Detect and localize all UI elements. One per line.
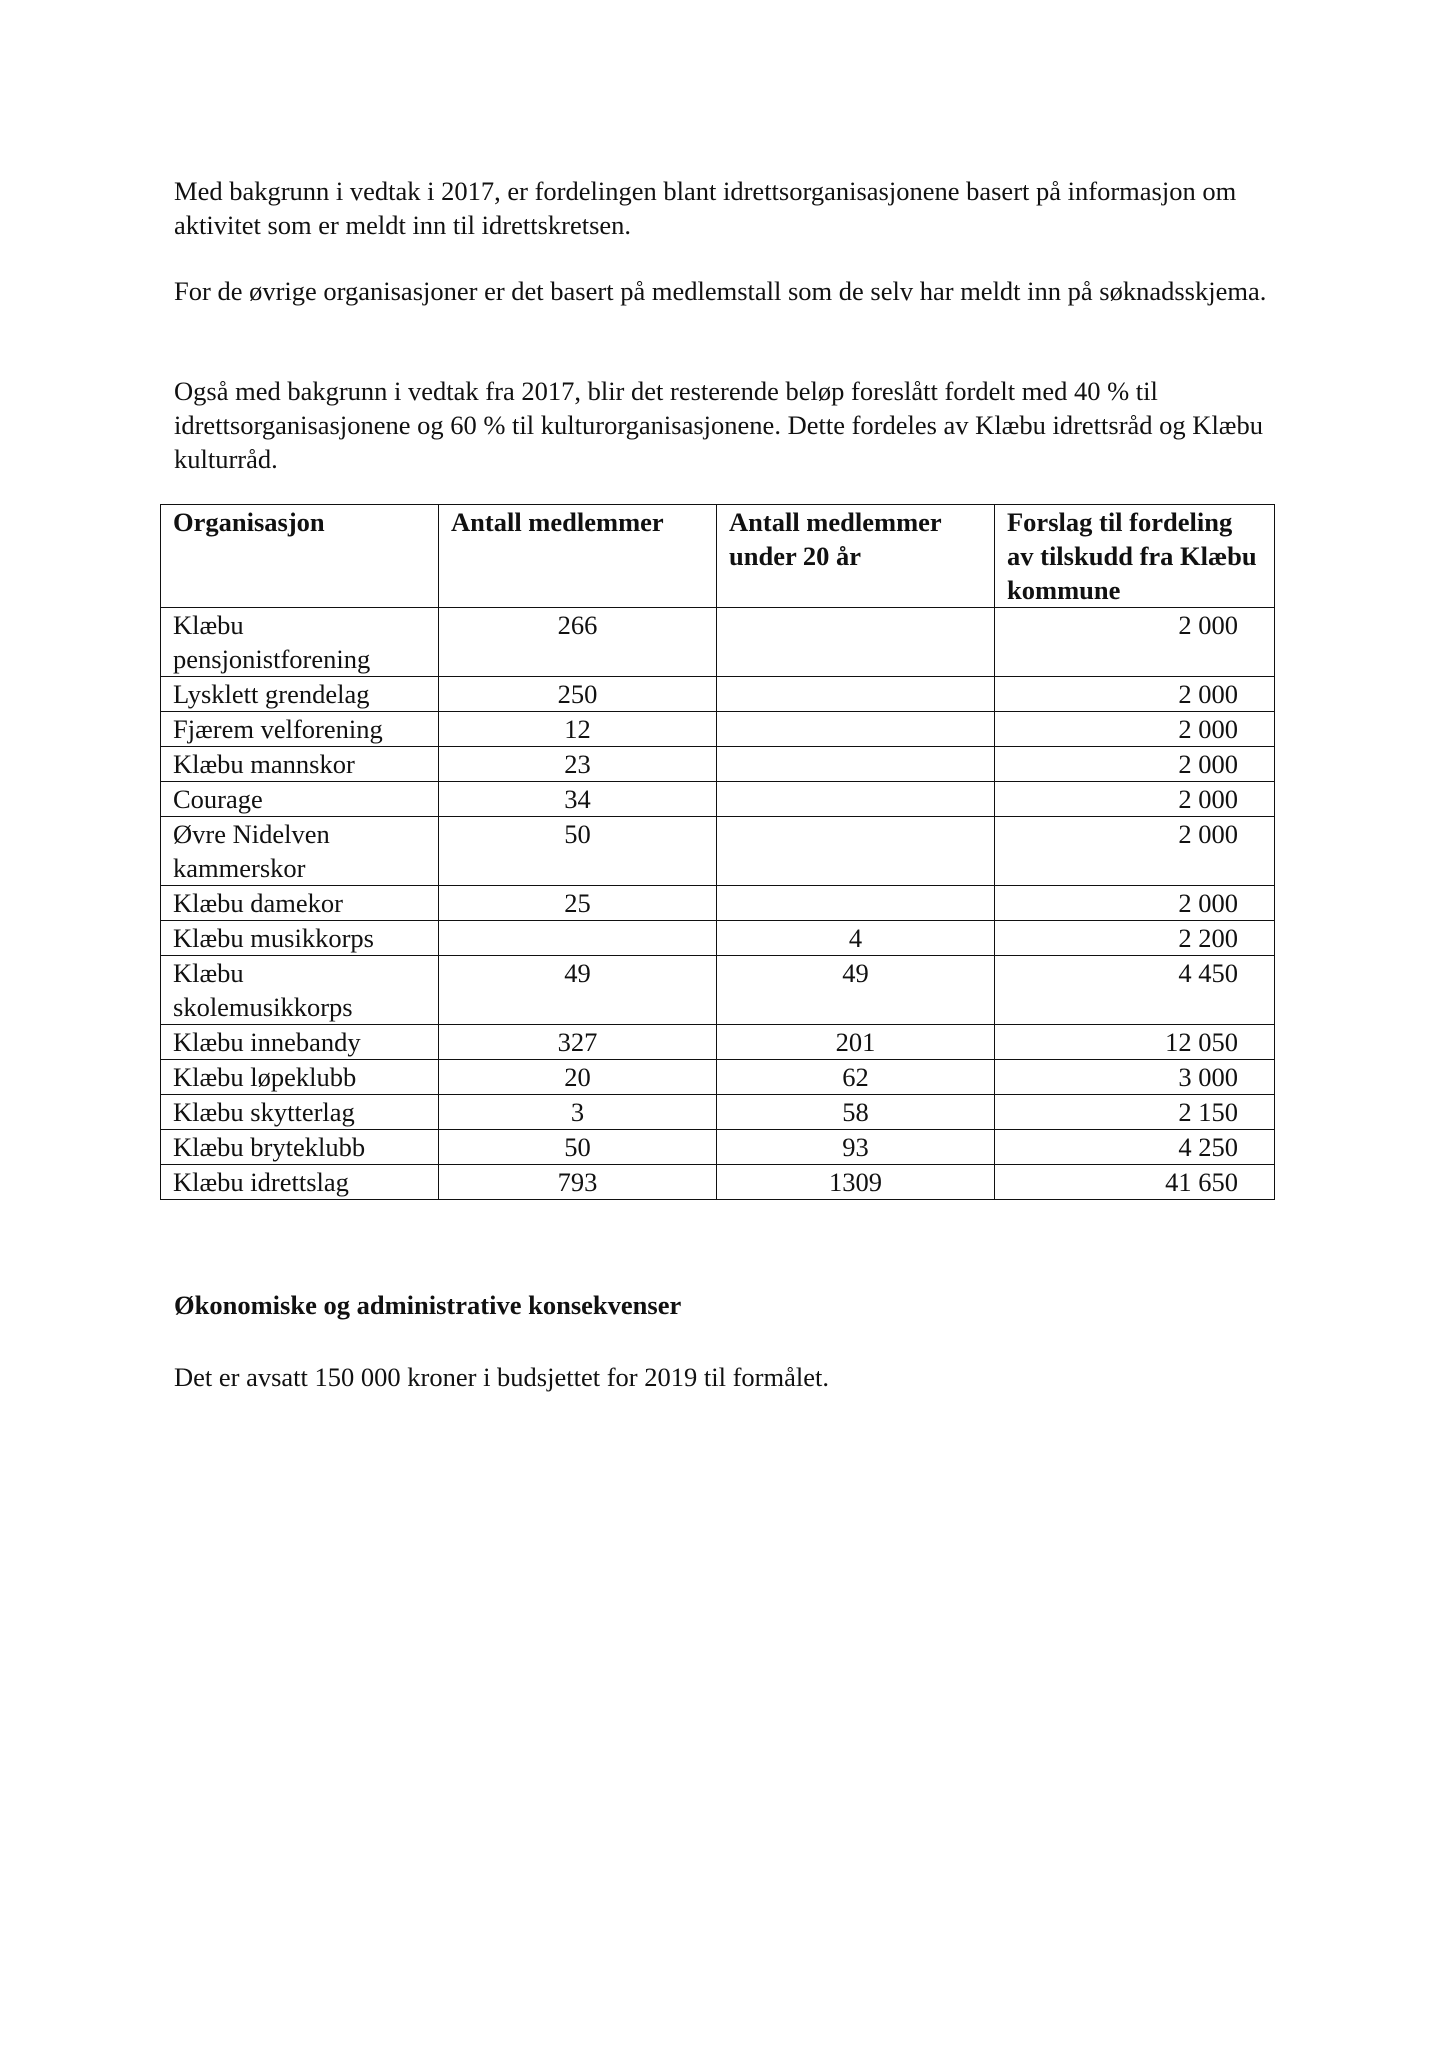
cell-members: 50	[439, 1130, 717, 1165]
cell-members-under-20	[717, 677, 995, 712]
table-body	[161, 608, 1275, 1200]
table-row	[161, 1165, 1275, 1200]
section-heading: Økonomiske og administrative konsekvenser	[174, 1290, 682, 1320]
cell-members: 34	[439, 782, 717, 817]
table-header-row	[161, 505, 1275, 608]
section-paragraph: Det er avsatt 150 000 kroner i budsjettet for 2019 til formålet.	[174, 1362, 829, 1392]
cell-members-under-20: 201	[717, 1025, 995, 1060]
cell-members: 250	[439, 677, 717, 712]
table-row	[161, 1060, 1275, 1095]
table-row	[161, 782, 1275, 817]
cell-members: 266	[439, 608, 717, 677]
table-row	[161, 1130, 1275, 1165]
cell-organisation: Lysklett grendelag	[161, 677, 439, 712]
cell-members: 20	[439, 1060, 717, 1095]
cell-members-under-20	[717, 608, 995, 677]
cell-grant: 2 150	[995, 1095, 1275, 1130]
header-proposed-grant: Forslag til fordeling av tilskudd fra Klæbu kommune	[995, 505, 1275, 608]
cell-organisation: Klæbu idrettslag	[161, 1165, 439, 1200]
cell-organisation: Klæbu skolemusikkorps	[161, 956, 439, 1025]
cell-grant: 41 650	[995, 1165, 1275, 1200]
cell-organisation: Courage	[161, 782, 439, 817]
header-members-under-20: Antall medlemmer under 20 år	[717, 505, 995, 608]
grant-allocation-table	[160, 504, 1275, 1200]
cell-organisation: Klæbu løpeklubb	[161, 1060, 439, 1095]
table-row	[161, 1025, 1275, 1060]
intro-paragraph-2: For de øvrige organisasjoner er det basert på medlemstall som de selv har meldt inn på søknadsskjema.	[174, 276, 1267, 306]
cell-members-under-20	[717, 747, 995, 782]
cell-members-under-20	[717, 817, 995, 886]
cell-members-under-20	[717, 712, 995, 747]
cell-members: 23	[439, 747, 717, 782]
table-row	[161, 712, 1275, 747]
cell-organisation: Klæbu musikkorps	[161, 921, 439, 956]
cell-grant: 2 000	[995, 782, 1275, 817]
cell-grant: 2 000	[995, 712, 1275, 747]
cell-organisation: Klæbu innebandy	[161, 1025, 439, 1060]
cell-organisation: Klæbu pensjonistforening	[161, 608, 439, 677]
cell-grant: 12 050	[995, 1025, 1275, 1060]
cell-organisation: Fjærem velforening	[161, 712, 439, 747]
cell-grant: 4 450	[995, 956, 1275, 1025]
header-organisation: Organisasjon	[161, 505, 439, 608]
cell-members: 25	[439, 886, 717, 921]
table-row	[161, 956, 1275, 1025]
cell-grant: 2 200	[995, 921, 1275, 956]
cell-members: 12	[439, 712, 717, 747]
cell-members	[439, 921, 717, 956]
cell-grant: 4 250	[995, 1130, 1275, 1165]
cell-members-under-20: 1309	[717, 1165, 995, 1200]
cell-members-under-20	[717, 782, 995, 817]
table-row	[161, 921, 1275, 956]
cell-members: 3	[439, 1095, 717, 1130]
cell-members-under-20: 62	[717, 1060, 995, 1095]
cell-grant: 2 000	[995, 886, 1275, 921]
table-row	[161, 677, 1275, 712]
cell-organisation: Klæbu damekor	[161, 886, 439, 921]
table-row	[161, 886, 1275, 921]
intro-paragraph-1: Med bakgrunn i vedtak i 2017, er fordelingen blant idrettsorganisasjonene basert på informasjon om aktivitet som er meldt inn til idrettskretsen.	[174, 176, 1237, 240]
cell-grant: 2 000	[995, 677, 1275, 712]
cell-members: 793	[439, 1165, 717, 1200]
intro-paragraph-3: Også med bakgrunn i vedtak fra 2017, blir det resterende beløp foreslått fordelt med 40 % til idrettsorganisasjonene og 60 % til kulturorganisasjonene. Dette fordeles av Klæbu idrettsråd og Klæbu kulturråd.	[174, 376, 1263, 474]
cell-members: 327	[439, 1025, 717, 1060]
cell-organisation: Klæbu bryteklubb	[161, 1130, 439, 1165]
cell-organisation: Klæbu skytterlag	[161, 1095, 439, 1130]
cell-members-under-20: 93	[717, 1130, 995, 1165]
header-members: Antall medlemmer	[439, 505, 717, 608]
table-row	[161, 1095, 1275, 1130]
cell-members: 50	[439, 817, 717, 886]
table-row	[161, 608, 1275, 677]
cell-grant: 2 000	[995, 817, 1275, 886]
cell-organisation: Klæbu mannskor	[161, 747, 439, 782]
cell-members: 49	[439, 956, 717, 1025]
cell-members-under-20: 49	[717, 956, 995, 1025]
cell-grant: 2 000	[995, 608, 1275, 677]
table-row	[161, 817, 1275, 886]
table-row	[161, 747, 1275, 782]
cell-members-under-20: 58	[717, 1095, 995, 1130]
cell-grant: 3 000	[995, 1060, 1275, 1095]
cell-members-under-20	[717, 886, 995, 921]
cell-organisation: Øvre Nidelven kammerskor	[161, 817, 439, 886]
cell-members-under-20: 4	[717, 921, 995, 956]
cell-grant: 2 000	[995, 747, 1275, 782]
